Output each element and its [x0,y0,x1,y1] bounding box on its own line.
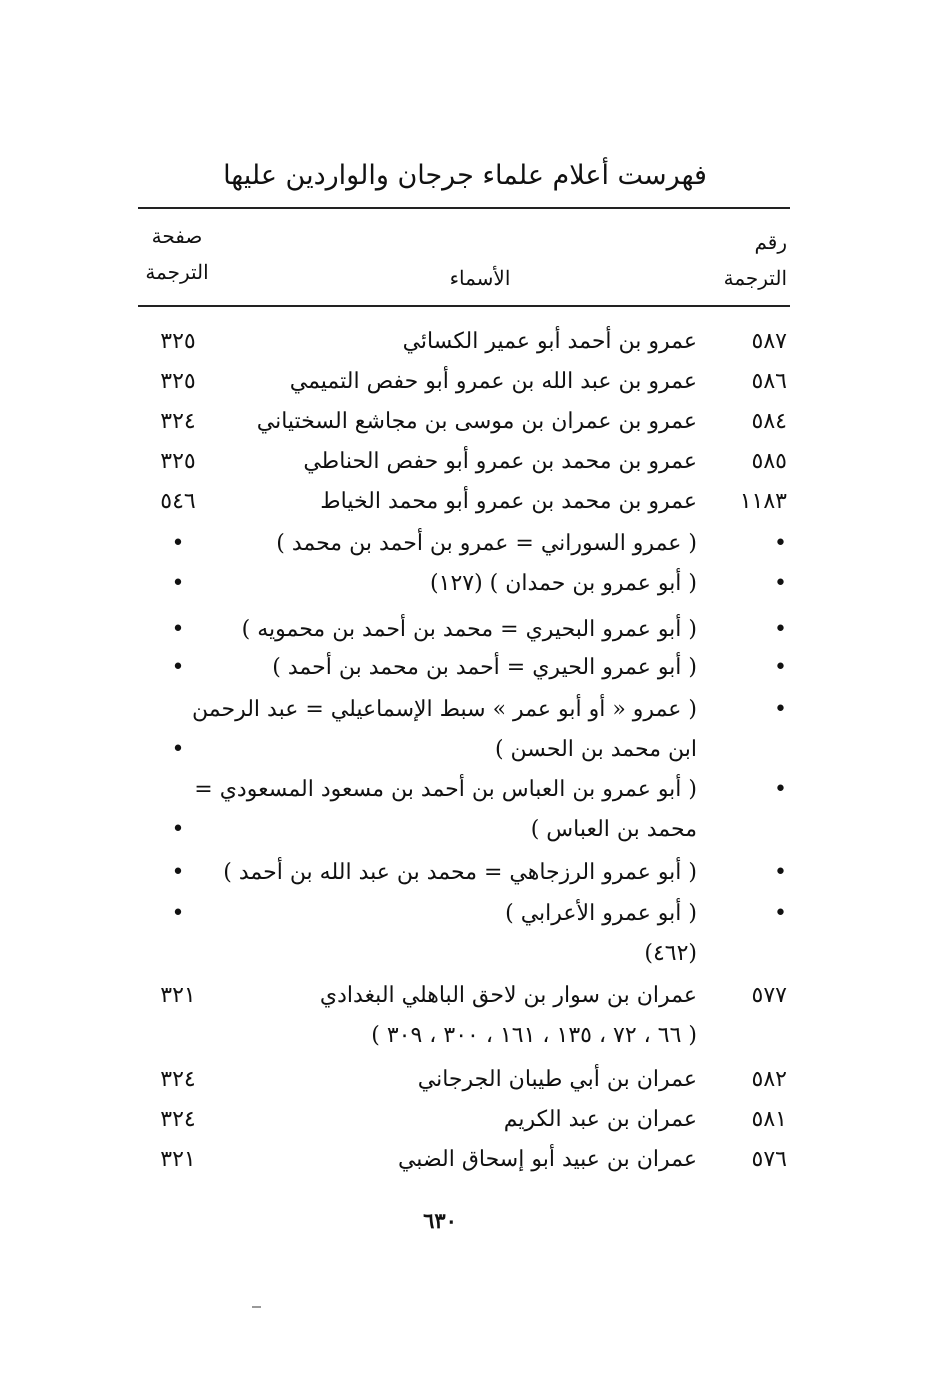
entry-name: عمرو بن عبد الله بن عمرو أبو حفص التميمي [289,369,697,394]
index-row-continuation [0,730,947,770]
entry-page: ٣٢٤ [160,1067,196,1092]
entry-name: عمران بن عبد الكريم [503,1107,697,1132]
index-row [0,442,947,482]
entry-page: • [171,655,185,680]
entry-number: ٥٨٧ [751,329,787,354]
entry-name: ابن محمد بن الحسن ) [494,737,697,762]
entry-number: ٥٨١ [751,1107,787,1132]
entry-name: عمرو بن أحمد أبو عمير الكسائي [402,329,697,354]
entry-name: عمرو بن محمد بن عمرو أبو محمد الخياط [320,489,697,514]
index-row [0,564,947,604]
entry-page: ٣٢٤ [160,1107,196,1132]
entry-page: • [171,817,185,842]
column-header-page [140,218,214,290]
entry-name: عمران بن أبي طيبان الجرجاني [417,1067,697,1092]
entry-number: • [774,777,787,802]
page-number: ٦٣٠ [423,1208,457,1233]
entry-page: ٣٢٥ [160,369,196,394]
entry-name: ( أبو عمرو الحيري = أحمد بن محمد بن أحمد ) [272,655,697,680]
entry-number: ٥٨٤ [751,409,787,434]
entry-page: ٣٢١ [160,983,196,1008]
header-bottom-rule [138,305,790,307]
entry-number: ٥٨٦ [751,369,787,394]
entry-number: • [774,571,787,596]
column-header-entry-number-line2: الترجمة [723,266,787,290]
column-header-entry-number [724,224,787,296]
entry-name: ( عمرو « أو أبو عمر » سبط الإسماعيلي = عبد الرحمن [192,697,697,722]
entry-page: • [171,617,185,642]
entry-page: ٣٢٥ [160,449,196,474]
entry-number: • [774,901,787,926]
entry-name: عمران بن سوار بن لاحق الباهلي البغدادي [319,983,697,1008]
index-row-continuation [0,810,947,850]
index-row [0,362,947,402]
index-row [0,610,947,650]
entry-name: ( أبو عمرو بن العباس بن أحمد بن مسعود المسعودي = [194,777,697,802]
entry-page: • [171,901,185,926]
entry-number: ٥٧٦ [751,1147,787,1172]
scan-speck [252,1306,261,1308]
entry-name: محمد بن العباس ) [530,817,697,842]
index-row-continuation [0,934,947,974]
column-header-page-line1: صفحة [151,224,203,248]
entry-page: • [171,531,185,556]
index-row [0,1100,947,1140]
entry-name: عمران بن عبيد أبو إسحاق الضبي [397,1147,697,1172]
entry-number: • [774,697,787,722]
entry-page: ٥٤٦ [160,489,196,514]
index-row [0,976,947,1016]
index-row [0,770,947,810]
index-row [0,1060,947,1100]
entry-name: عمرو بن عمران بن موسى بن مجاشع السختياني [256,409,697,434]
entry-name: ( أبو عمرو البحيري = محمد بن أحمد بن محمويه ) [241,617,697,642]
entry-number: • [774,655,787,680]
entry-name: ( أبو عمرو بن حمدان ) (١٢٧) [430,571,697,596]
index-row [0,524,947,564]
entry-name: عمرو بن محمد بن عمرو أبو حفص الحناطي [303,449,697,474]
entry-number: ٥٧٧ [751,983,787,1008]
page-title: فهرست أعلام علماء جرجان والواردين عليها [223,160,707,191]
entry-number: ٥٨٥ [751,449,787,474]
index-row [0,853,947,893]
entry-page: • [171,737,185,762]
entry-page: ٣٢١ [160,1147,196,1172]
entry-number: ٥٨٢ [751,1067,787,1092]
entry-number: • [774,531,787,556]
entry-name: (٤٦٢) [644,941,697,966]
column-header-entry-number-line1: رقم [754,230,787,254]
entry-name: ( ٦٦ ، ٧٢ ، ١٣٥ ، ١٦١ ، ٣٠٠ ، ٣٠٩ ) [371,1023,697,1048]
entry-page: • [171,860,185,885]
index-row [0,690,947,730]
index-row [0,894,947,934]
entry-page: ٣٢٤ [160,409,196,434]
index-row-continuation [0,1016,947,1056]
index-row [0,648,947,688]
entry-page: ٣٢٥ [160,329,196,354]
entry-name: ( أبو عمرو الأعرابي ) [505,901,697,926]
column-header-page-line2: الترجمة [145,260,209,284]
header-top-rule [138,207,790,209]
entry-number: • [774,617,787,642]
index-row [0,322,947,362]
entry-name: ( عمرو السوراني = عمرو بن أحمد بن محمد ) [276,531,697,556]
column-header-names: الأسماء [449,266,511,290]
entry-number: ١١٨٣ [739,489,787,514]
entry-page: • [171,571,185,596]
entry-number: • [774,860,787,885]
index-row [0,1140,947,1180]
entry-name: ( أبو عمرو الرزجاهي = محمد بن عبد الله بن أحمد ) [223,860,697,885]
index-row [0,482,947,522]
index-row [0,402,947,442]
